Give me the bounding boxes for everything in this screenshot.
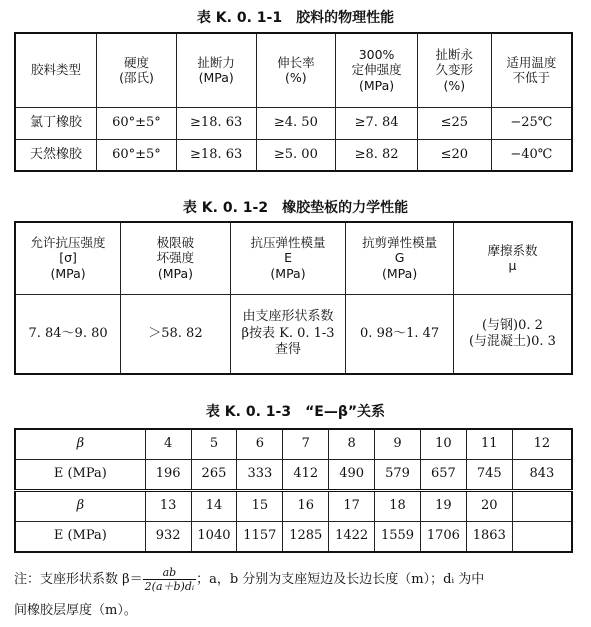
t1-cell: ≥18. 63 bbox=[176, 107, 256, 139]
table2 bbox=[14, 221, 573, 375]
note-prefix: 注：支座形状系数 β＝ bbox=[14, 572, 143, 587]
t3-cell: 1040 bbox=[191, 521, 237, 552]
t3-cell: 1285 bbox=[283, 521, 329, 552]
t3-cell: 11 bbox=[466, 429, 512, 459]
t3-cell: 196 bbox=[145, 459, 191, 490]
table-row bbox=[15, 521, 572, 552]
table2-header-row bbox=[15, 222, 572, 294]
t1-cell: ≥8. 82 bbox=[336, 139, 418, 171]
t3-cell: 12 bbox=[512, 429, 572, 459]
t1-header: 适用温度 不低于 bbox=[491, 33, 572, 107]
t3-cell: 1706 bbox=[420, 521, 466, 552]
table-row bbox=[15, 139, 572, 171]
t1-header: 扯断力 (MPa) bbox=[176, 33, 256, 107]
t3-cell: 579 bbox=[375, 459, 421, 490]
t3-cell: 14 bbox=[191, 490, 237, 521]
note-line-1 bbox=[14, 566, 484, 593]
beta-label: β bbox=[15, 429, 145, 459]
t1-header: 伸长率 (%) bbox=[256, 33, 336, 107]
t3-cell: 490 bbox=[329, 459, 375, 490]
t3-cell: 932 bbox=[145, 521, 191, 552]
t3-cell: 265 bbox=[191, 459, 237, 490]
t3-cell: 9 bbox=[375, 429, 421, 459]
t3-cell: 4 bbox=[145, 429, 191, 459]
t1-cell: 60°±5° bbox=[97, 107, 177, 139]
table-row bbox=[15, 490, 572, 521]
table1 bbox=[14, 32, 573, 172]
t1-cell: 60°±5° bbox=[97, 139, 177, 171]
t2-cell: 7. 84～9. 80 bbox=[15, 294, 121, 374]
note-line-2: 间橡胶层厚度（m）。 bbox=[14, 603, 137, 618]
t1-header: 胶料类型 bbox=[15, 33, 97, 107]
t3-cell: 16 bbox=[283, 490, 329, 521]
t1-cell: 天然橡胶 bbox=[15, 139, 97, 171]
t3-cell: 5 bbox=[191, 429, 237, 459]
t3-cell: 15 bbox=[237, 490, 283, 521]
t1-cell: ≤25 bbox=[417, 107, 491, 139]
t3-cell bbox=[512, 490, 572, 521]
table3 bbox=[14, 428, 573, 553]
e-label: E (MPa) bbox=[15, 459, 145, 490]
t1-cell: ≤20 bbox=[417, 139, 491, 171]
t3-cell: 745 bbox=[466, 459, 512, 490]
t1-cell: ≥4. 50 bbox=[256, 107, 336, 139]
t3-cell: 19 bbox=[420, 490, 466, 521]
table-row bbox=[15, 294, 572, 374]
t1-cell: −25℃ bbox=[491, 107, 572, 139]
table-row bbox=[15, 107, 572, 139]
table-row bbox=[15, 429, 572, 459]
fraction-numerator: ab bbox=[143, 566, 196, 580]
fraction-denominator: 2(a＋b)dᵢ bbox=[144, 580, 195, 593]
t1-cell: −40℃ bbox=[491, 139, 572, 171]
t3-cell: 6 bbox=[237, 429, 283, 459]
t2-header: 极限破 坏强度 (MPa) bbox=[121, 222, 231, 294]
t3-cell: 1157 bbox=[237, 521, 283, 552]
t3-cell: 333 bbox=[237, 459, 283, 490]
t2-cell: 0. 98～1. 47 bbox=[346, 294, 454, 374]
t2-cell: ＞58. 82 bbox=[121, 294, 231, 374]
t3-cell: 1559 bbox=[375, 521, 421, 552]
t3-cell: 18 bbox=[375, 490, 421, 521]
shape-factor-fraction bbox=[143, 566, 196, 593]
t3-cell: 657 bbox=[420, 459, 466, 490]
t1-cell: ≥18. 63 bbox=[176, 139, 256, 171]
t2-header: 抗剪弹性模量 G (MPa) bbox=[346, 222, 454, 294]
t3-cell: 843 bbox=[512, 459, 572, 490]
t3-cell: 10 bbox=[420, 429, 466, 459]
table1-title: 表 K. 0. 1-1 胶料的物理性能 bbox=[196, 10, 395, 26]
t3-cell: 7 bbox=[283, 429, 329, 459]
e-label: E (MPa) bbox=[15, 521, 145, 552]
t3-cell: 412 bbox=[283, 459, 329, 490]
t2-cell: 由支座形状系数 β按表 K. 0. 1-3 查得 bbox=[230, 294, 346, 374]
t1-cell: ≥7. 84 bbox=[336, 107, 418, 139]
t2-header: 摩擦系数 μ bbox=[453, 222, 572, 294]
t1-cell: 氯丁橡胶 bbox=[15, 107, 97, 139]
beta-label: β bbox=[15, 490, 145, 521]
t1-header: 扯断永 久变形 (%) bbox=[417, 33, 491, 107]
table-row bbox=[15, 459, 572, 490]
table1-header-row bbox=[15, 33, 572, 107]
t2-cell: (与钢)0. 2 (与混凝土)0. 3 bbox=[453, 294, 572, 374]
t3-cell: 17 bbox=[329, 490, 375, 521]
t3-cell: 1422 bbox=[329, 521, 375, 552]
t3-cell bbox=[512, 521, 572, 552]
t1-cell: ≥5. 00 bbox=[256, 139, 336, 171]
t1-header: 硬度 (邵氏) bbox=[97, 33, 177, 107]
table3-title: 表 K. 0. 1-3 “E—β”关系 bbox=[205, 404, 386, 420]
t3-cell: 8 bbox=[329, 429, 375, 459]
t3-cell: 20 bbox=[466, 490, 512, 521]
t3-cell: 13 bbox=[145, 490, 191, 521]
note-suffix: ；a，b 分别为支座短边及长边长度（m）；dᵢ 为中 bbox=[196, 572, 485, 587]
table2-title: 表 K. 0. 1-2 橡胶垫板的力学性能 bbox=[182, 200, 409, 216]
t3-cell: 1863 bbox=[466, 521, 512, 552]
t2-header: 抗压弹性模量 E (MPa) bbox=[230, 222, 346, 294]
t2-header: 允许抗压强度 [σ] (MPa) bbox=[15, 222, 121, 294]
t1-header: 300% 定伸强度 (MPa) bbox=[336, 33, 418, 107]
